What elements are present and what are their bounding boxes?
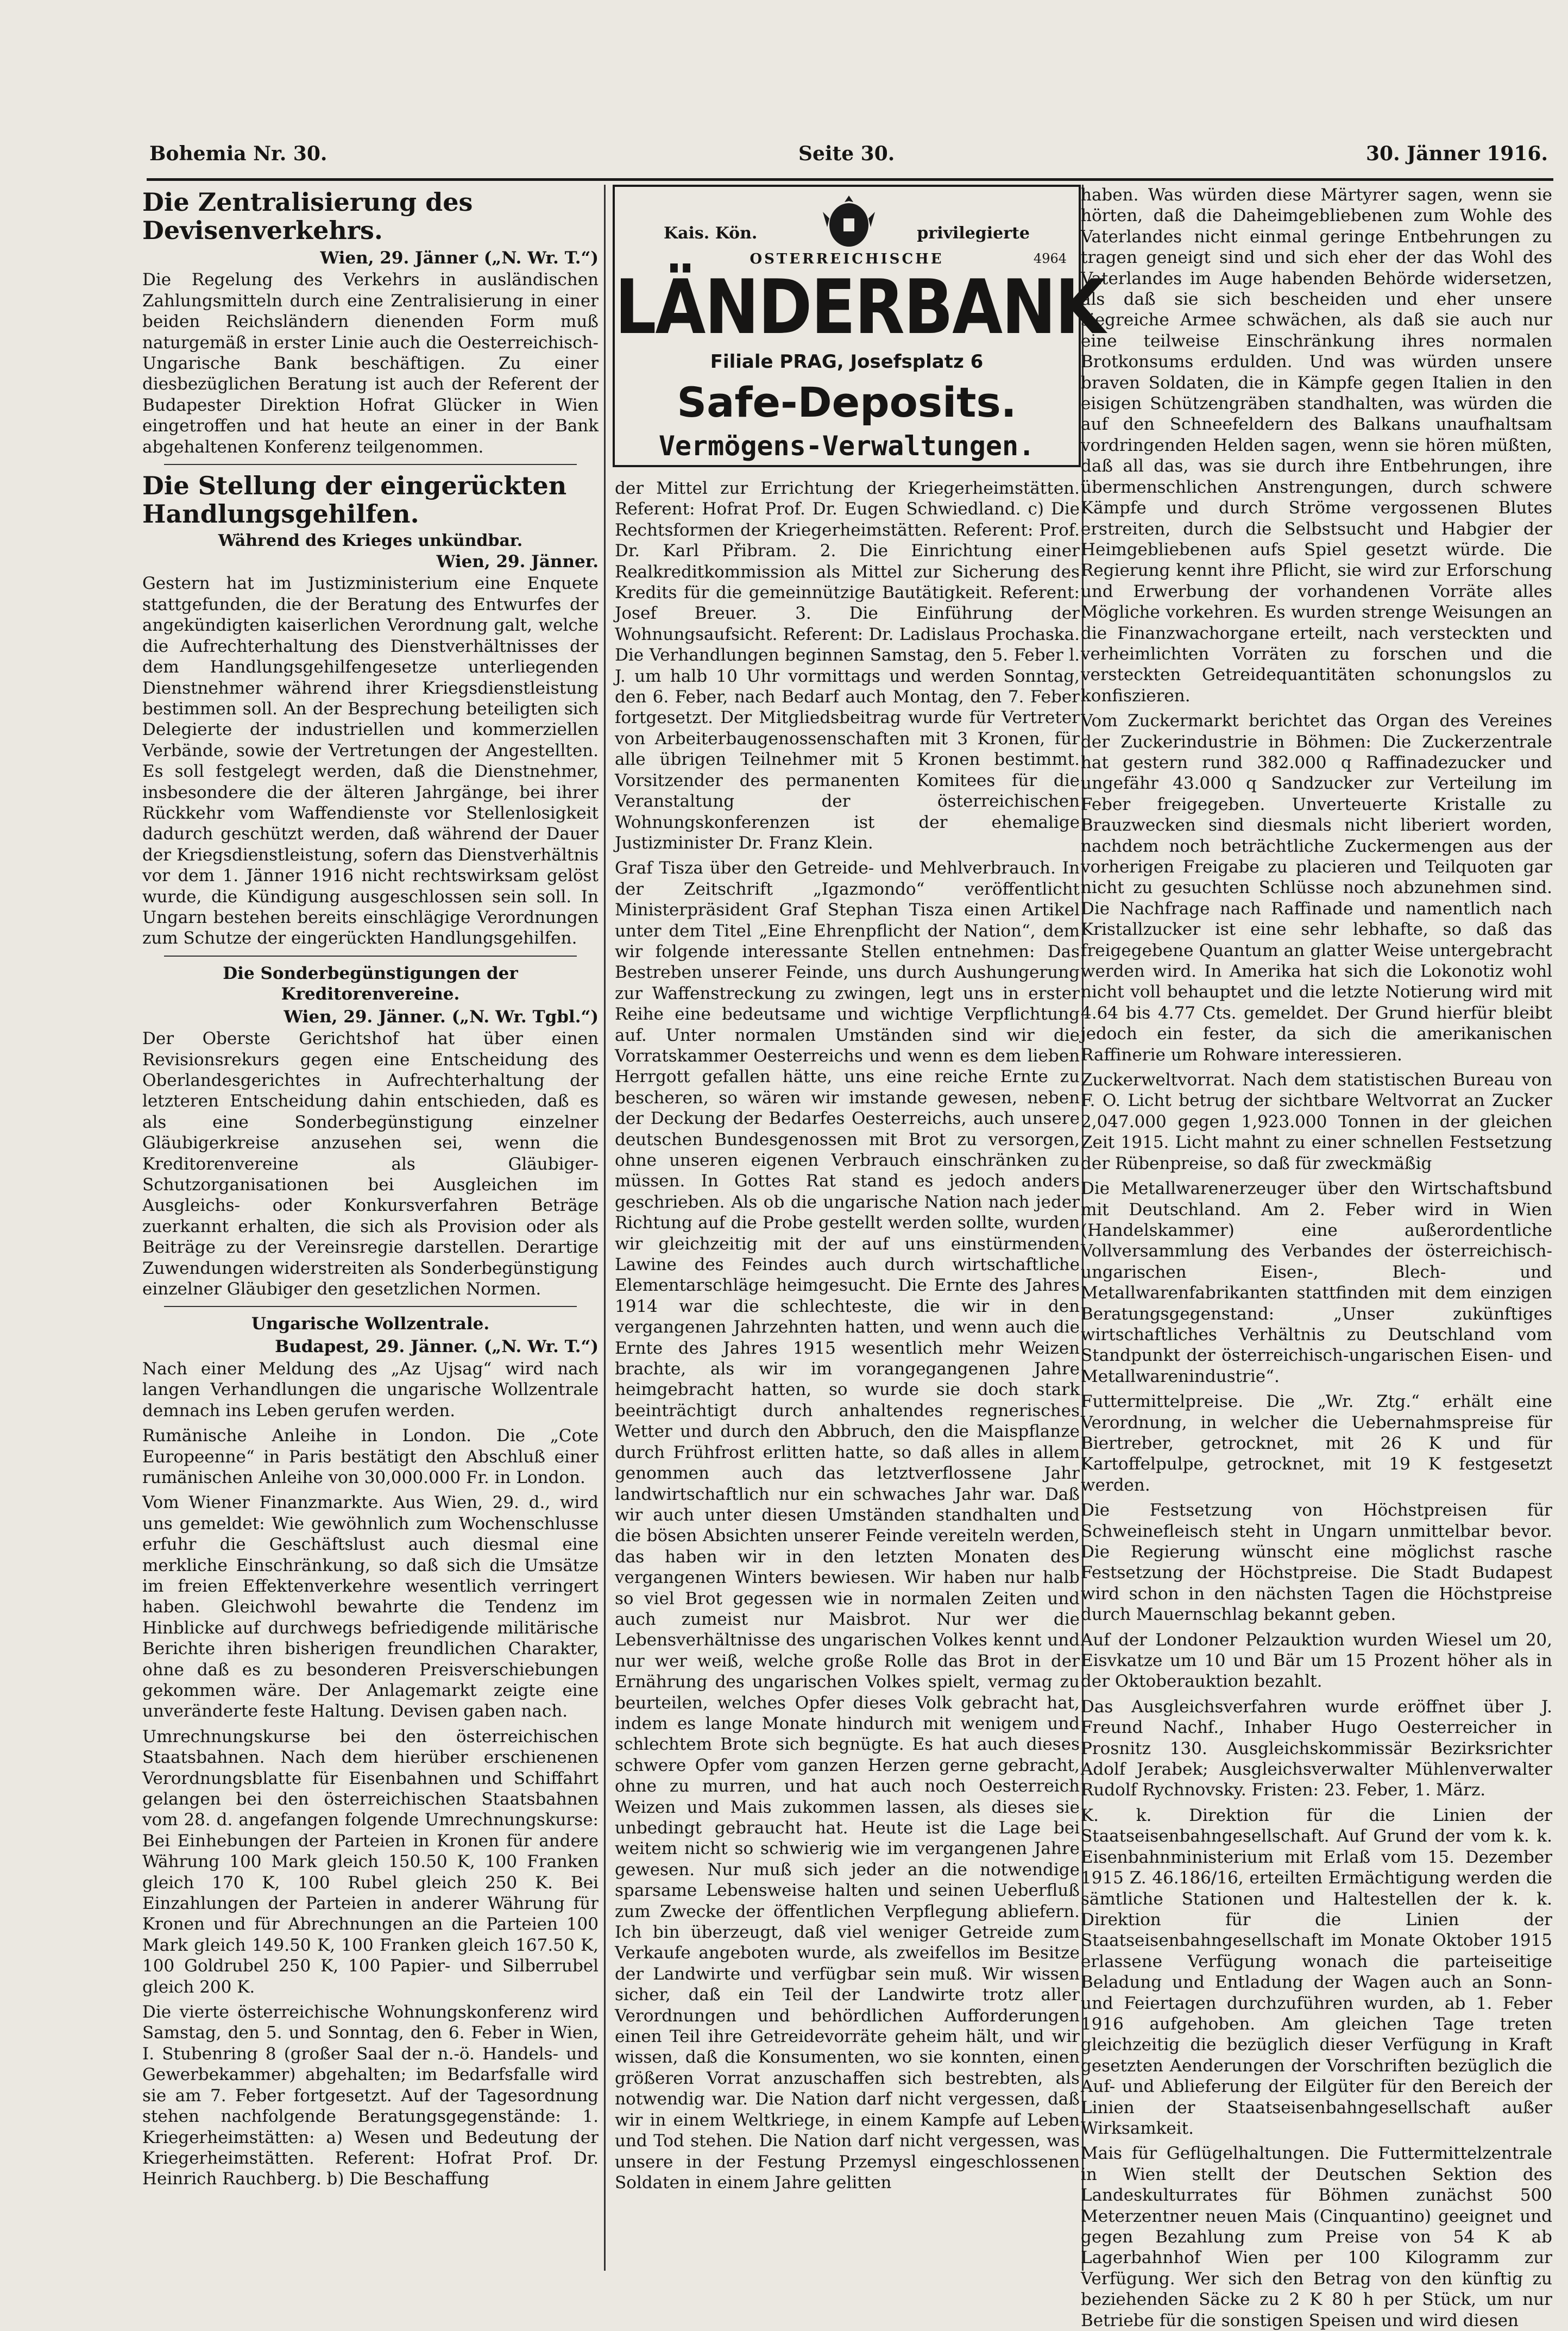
article-paragraph: Die Regelung des Verkehrs in ausländischen Zahlungsmitteln durch eine Zentralisierung in einer beiden Reichsländern dienenden Form muß naturgemäß in erster Linie auch die Oesterreichisch-Ungarische Bank beschäftigen. Zu einer diesbezüglichen Beratung ist auch der Referent der Budapester Direktion Hofrat Glücker in Wien eingetroffen und hat heute an einer in der Bank abgehaltenen Konferenz teilgenommen. bbox=[142, 270, 599, 457]
article-paragraph: Gestern hat im Justizministerium eine Enquete stattgefunden, die der Beratung des Entwurfes der angekündigten kaiserlichen Verordnung galt, welche die Aufrechterhaltung des Dienstverhältnisses der dem Handlungsgehilfengesetze unterliegenden Dienstnehmer während ihrer Kriegsdienstleistung bestimmen soll. An der Besprechung beteiligten sich Delegierte der industriellen und kommerziellen Verbände, sowie der Vertretungen der Angestellten. Es soll festgelegt werden, daß die Dienstnehmer, insbesondere die der älteren Jahrgänge, bei ihrer Rückkehr vom Waffendienste vor Stellenlosigkeit dadurch geschützt werden, daß während der Dauer der Kriegsdienstleistung, sofern das Dienstverhältnis vor dem 1. Jänner 1916 nicht rechtswirksam gelöst wurde, die Kündigung ausgeschlossen sein soll. In Ungarn bestehen bereits einschlägige Verordnungen zum Schutze der eingerückten Handlungsgehilfen. bbox=[142, 574, 599, 948]
ad-title-right: privilegierte bbox=[917, 224, 1030, 243]
article-paragraph: Das Ausgleichsverfahren wurde eröffnet über J. Freund Nachf., Inhaber Hugo Oesterreicher in Prosnitz 130. Ausgleichskommissär Bezirksrichter Adolf Jerabek; Ausgleichsverwalter Mühlenverwalter Rudolf Rychnovsky. Fristen: 23. Feber, 1. März. bbox=[1081, 1697, 1552, 1800]
ad-title-left: Kais. Kön. bbox=[664, 224, 758, 243]
article-paragraph: Rumänische Anleihe in London. Die „Cote Europeenne“ in Paris bestätigt den Abschluß einer rumänischen Anleihe von 30,000.000 Fr. in London. bbox=[142, 1426, 599, 1487]
separator bbox=[164, 956, 577, 957]
headline: Die Stellung der eingerückten Handlungsgehilfen. bbox=[142, 471, 567, 529]
article-paragraph: Futtermittelpreise. Die „Wr. Ztg.“ erhält eine Verordnung, in welcher die Uebernahmspreise für Biertreber, getrocknet, mit 26 K und für Kartoffelpulpe, getrocknet, mit 19 K festgesetzt werden. bbox=[1081, 1392, 1552, 1495]
article-paragraph: Graf Tisza über den Getreide- und Mehlverbrauch. In der Zeitschrift „Igazmondo“ veröffentlicht Ministerpräsident Graf Stephan Tisza einen Artikel unter dem Titel „Eine Ehrenpflicht der Nation“, dem wir folgende interessante Stellen entnehmen: Das Bestreben unserer Feinde, uns durch Aushungerung zur Waffenstreckung zu zwingen, legt uns in erster Reihe eine bedeutsame und wichtige Verpflichtung auf. Unter normalen Umständen sind wir die Vorratskammer Oesterreichs und wenn es dem lieben Herrgott gefallen hätte, uns eine reiche Ernte zu bescheren, so wären wir imstande gewesen, neben der Deckung der Bedarfes Oesterreichs, auch unsere deutschen Bundesgenossen mit Brot zu versorgen, ohne unseren eigenen Verbrauch einschränken zu müssen. In Gottes Rat stand es jedoch anders geschrieben. Als ob die ungarische Nation nach jeder Richtung auf die Probe gestellt werden sollte, wurden wir gleichzeitig mit der auf uns einstürmenden Lawine des Feindes auch durch wirtschaftliche Elementarschläge heimgesucht. Die Ernte des Jahres 1914 war die schlechteste, die wir in den vergangenen Jahrzehnten hatten, und wenn auch die Ernte des Jahres 1915 wesentlich mehr Weizen brachte, als wir im vorangegangenen Jahre heimgebracht hatten, so wurde sie doch stark beeinträchtigt durch anhaltendes regnerisches Wetter und durch den Abbruch, den die Maispflanze durch Frühfrost erlitten hatte, so daß alles in allem genommen auch das letztverflossene Jahr landwirtschaftlich nur ein schwaches Jahr war. Daß wir auch unter diesen Umständen standhalten und die bösen Absichten unserer Feinde vereiteln werden, das haben wir in den letzten Monaten des vergangenen Winters bewiesen. Wir haben nur halb so viel Brot gegessen wie in normalen Zeiten und auch zumeist nur Maisbrot. Nur wer die Lebensverhältnisse des ungarischen Volkes kennt und nur wer weiß, welche große Rolle das Brot in der Ernährung des ungarischen Volkes spielt, vermag zu beurteilen, welches Opfer dieses Volk gebracht hat, indem es lange Monate hindurch mit wenigem und schlechtem Brote sich begnügte. Es hat auch dieses schwere Opfer vom ganzen Herzen gerne gebracht, ohne zu murren, und hat auch noch Oesterreich Weizen und Mais zukommen lassen, als dieses sie unbedingt gebraucht hat. Heute ist die Lage bei weitem nicht so schwierig wie im vergangenen Jahre gewesen. Nur muß sich jeder an die notwendige sparsame Lebensweise halten und seinen Ueberfluß zum Zwecke der öffentlichen Verpflegung abliefern. Ich bin überzeugt, daß viel weniger Getreide zum Verkaufe angeboten wurde, als zweifellos im Besitze der Landwirte und verfügbar sein muß. Wir wissen sicher, daß ein Teil der Landwirte trotz aller Verordnungen und behördlichen Aufforderungen einen Teil ihre Getreidevorräte geheim hält, und wir wissen, daß die Konsumenten, wo sie konnten, einen größeren Vorrat anzuschaffen sich bestrebten, als notwendig war. Die Nation darf nicht vergessen, daß wir in einem Weltkriege, in einem Kampfe auf Leben und Tod stehen. Die Nation darf nicht vergessen, was unsere in der Festung Przemysl eingeschlossenen Soldaten in einem Jahre gelitten bbox=[615, 858, 1080, 2192]
separator bbox=[164, 1306, 577, 1307]
subheadline: Während des Krieges unkündbar. bbox=[218, 531, 523, 551]
header-publication: Bohemia Nr. 30. bbox=[149, 142, 328, 165]
article-paragraph: Vom Zuckermarkt berichtet das Organ des Vereines der Zuckerindustrie in Böhmen: Die Zuckerzentrale hat gestern rund 382.000 q Raffinadezucker und ungefähr 43.000 q Sandzucker zur Verteilung im Feber freigegeben. Unverteuerte Kristalle zu Brauzwecken sind diesmals nicht liberiert worden, nachdem noch beträchtliche Zuckermengen aus der vorherigen Freigabe zu placieren und Teilquoten gar nicht zu gesuchten Schlüsse noch abzunehmen sind. Die Nachfrage nach Raffinade und namentlich nach Kristallzucker ist eine sehr lebhafte, so daß das freigegebene Quantum an glatter Weise untergebracht werden wird. In Amerika hat sich die Lokonotiz wohl nicht voll behauptet und die letzte Notierung wird mit 4.64 bis 4.77 Cts. gemeldet. Der Grund hierfür bleibt jedoch ein fester, da sich die amerikanischen Raffinerie um Rohware interessieren. bbox=[1081, 711, 1552, 1065]
article-paragraph: Die Metallwarenerzeuger über den Wirtschaftsbund mit Deutschland. Am 2. Feber wird in Wien (Handelskammer) eine außerordentliche Vollversammlung des Verbandes der österreichisch-ungarischen Eisen-, Blech- und Metallwarenfabrikanten stattfinden mit dem einzigen Beratungsgegenstand: „Unser zukünftiges wirtschaftliches Verhältnis zu Deutschland vom Standpunkt der österreichisch-ungarischen Eisen- und Metallwarenindustrie“. bbox=[1081, 1179, 1552, 1386]
separator bbox=[164, 464, 577, 465]
article-paragraph: Nach einer Meldung des „Az Ujsag“ wird nach langen Verhandlungen die ungarische Wollzentrale demnach ins Leben gerufen werden. bbox=[142, 1359, 599, 1421]
article-paragraph: der Mittel zur Errichtung der Kriegerheimstätten. Referent: Hofrat Prof. Dr. Eugen Schwiedland. c) Die Rechtsformen der Kriegerheimstätten. Referent: Prof. Dr. Karl Přibram. 2. Die Einrichtung einer Realkreditkommission als Mittel zur Sicherung des Kredits für die gemeinnützige Bautätigkeit. Referent: Josef Breuer. 3. Die Einführung der Wohnungsaufsicht. Referent: Dr. Ladislaus Prochaska. Die Verhandlungen beginnen Samstag, den 5. Feber l. J. um halb 10 Uhr vormittags und werden Sonntag, den 6. Feber, nach Bedarf auch Montag, den 7. Feber fortgesetzt. Der Mitgliedsbeitrag wurde für Vertreter von Arbeiterbaugenossenschaften mit 3 Kronen, für alle übrigen Teilnehmer mit 5 Kronen bestimmt. Vorsitzender des permanenten Komitees für die Veranstaltung der österreichischen Wohnungskonferenzen ist der ehemalige Justizminister Dr. Franz Klein. bbox=[615, 479, 1080, 853]
article-paragraph: Umrechnungskurse bei den österreichischen Staatsbahnen. Nach dem hierüber erschienenen Verordnungsblatte für Eisenbahnen und Schiffahrt gelangen bei den österreichischen Staatsbahnen vom 28. d. angefangen folgende Umrechnungskurse: Bei Einhebungen der Parteien in Kronen für andere Währung 100 Mark gleich 150.50 K, 100 Franken gleich 170 K, 100 Rubel gleich 250 K. Bei Einzahlungen der Parteien in anderer Währung für Kronen und für Abrechnungen an die Parteien 100 Mark gleich 149.50 K, 100 Franken gleich 167.50 K, 100 Goldrubel 250 K, 100 Papier- und Silberrubel gleich 200 K. bbox=[142, 1726, 599, 1997]
ad-bank-name: LÄNDERBANK bbox=[615, 264, 1105, 351]
header-page-number: Seite 30. bbox=[798, 142, 895, 165]
article-paragraph: Zuckerweltvorrat. Nach dem statistischen Bureau von F. O. Licht betrug der sichtbare Weltvorrat an Zucker 2,047.000 gegen 1,923.000 Tonnen in der gleichen Zeit 1915. Licht mahnt zu einer schnellen Festsetzung der Rübenpreise, so daß für zweckmäßig bbox=[1081, 1070, 1552, 1173]
ad-subtitle: OSTERREICHISCHE bbox=[750, 251, 944, 267]
headline: Ungarische Wollzentrale. bbox=[251, 1314, 490, 1334]
article-paragraph: Die Festsetzung von Höchstpreisen für Schweinefleisch steht in Ungarn unmittelbar bevor. Die Regierung wünscht eine möglichst rasche Festsetzung der Höchstpreise. Die Stadt Budapest wird schon in den nächsten Tagen die Höchstpreise durch Mauernschlag bekannt geben. bbox=[1081, 1500, 1552, 1625]
bank-advertisement bbox=[613, 185, 1105, 467]
headline: Die Sonderbegünstigungen der Kreditorenvereine. bbox=[223, 963, 518, 1004]
column-1 bbox=[142, 185, 599, 2271]
dateline: Wien, 29. Jänner. bbox=[436, 552, 599, 572]
dateline: Wien, 29. Jänner („N. Wr. T.“) bbox=[320, 248, 599, 268]
column-2 bbox=[615, 478, 1080, 2271]
article-paragraph: Mais für Geflügelhaltungen. Die Futtermittelzentrale in Wien stellt der Deutschen Sektion des Landeskulturrates für Böhmen zunächst 500 Meterzentner neuen Mais (Cinquantino) geeignet und gegen Bezahlung zum Preise von 54 K ab Lagerbahnhof Wien per 100 Kilogramm zur Verfügung. Wer sich den Betrag von den künftig zu beziehenden Säcke zu 2 K 80 h per Stück, um nur Betriebe für die sonstigen Speisen und wird diesen bbox=[1081, 2144, 1552, 2330]
article-paragraph: haben. Was würden diese Märtyrer sagen, wenn sie hörten, daß die Daheimgebliebenen zum Wohle des Vaterlandes nicht einmal geringe Entbehrungen zu tragen geneigt sind und sich eher der das Wohl des Vaterlandes im Auge habenden Behörde widersetzen, als daß sie sich bescheiden und eher unsere siegreiche Armee schwächen, als daß sie auch nur eine teilweise Einschränkung ihres normalen Brotkonsums erdulden. Und was würden unsere braven Soldaten, die in Kämpfe gegen Italien in den eisigen Schützengräben standhalten, was würden die auf den Schneefeldern des Balkans unaufhaltsam vordringenden Helden sagen, wenn sie hören müßten, daß all das, was sie durch ihre Entbehrungen, ihre übermenschlichen Anstrengungen, durch schwere Kämpfe und durch Ströme vergossenen Blutes erstreiten, durch die Selbstsucht und Habgier der Heimgebliebenen aufs Spiel gesetzt würde. Die Regierung kennt ihre Pflicht, sie wird zur Erforschung und Erwerbung der vorhandenen Vorräte alles Mögliche vorkehren. Es wurden strenge Weisungen an die Finanzwachorgane erteilt, nach versteckten und verheimlichten Vorräten zu forschen und die versteckten Getreidequantitäten schonungslos zu konfiszieren. bbox=[1081, 185, 1552, 706]
ad-number: 4964 bbox=[1033, 251, 1067, 266]
column-divider bbox=[604, 185, 606, 2271]
header-date: 30. Jänner 1916. bbox=[1365, 142, 1548, 165]
ad-service: Safe-Deposits. bbox=[677, 378, 1017, 426]
headline: Die Zentralisierung des Devisenverkehrs. bbox=[142, 187, 473, 245]
ad-branch: Filiale PRAG, Josefsplatz 6 bbox=[710, 351, 984, 373]
ad-service: Vermögens-Verwaltungen. bbox=[658, 430, 1035, 462]
column-3 bbox=[1081, 185, 1552, 2330]
dateline: Wien, 29. Jänner. („N. Wr. Tgbl.“) bbox=[284, 1007, 599, 1027]
eagle-emblem-icon bbox=[822, 191, 876, 251]
header-rule bbox=[147, 178, 1553, 181]
article-paragraph: Auf der Londoner Pelzauktion wurden Wiesel um 20, Eisvkatze um 10 und Bär um 15 Prozent höher als in der Oktoberauktion bezahlt. bbox=[1081, 1630, 1552, 1692]
article-paragraph: Der Oberste Gerichtshof hat über einen Revisionsrekurs gegen eine Entscheidung des Oberlandesgerichtes in Aufrechterhaltung der letzteren Entscheidung dahin entschieden, daß es als eine Sonderbegünstigung einzelner Gläubigerkreise anzusehen sei, wenn die Kreditorenvereine als Gläubiger-Schutzorganisationen bei Ausgleichen im Ausgleichs- oder Konkursverfahren Beträge zuerkannt erhalten, die sich als Provision oder als Beiträge zu der Vereinsregie darstellen. Derartige Zuwendungen widerstreiten als Sonderbegünstigung einzelner Gläubiger den gesetzlichen Normen. bbox=[142, 1029, 599, 1299]
article-paragraph: Vom Wiener Finanzmarkte. Aus Wien, 29. d., wird uns gemeldet: Wie gewöhnlich zum Wochenschlusse erfuhr die Geschäftslust auch diesmal eine merkliche Einschränkung, so daß sich die Umsätze im freien Effektenverkehre wesentlich verringert haben. Gleichwohl bewahrte die Tendenz im Hinblicke auf durchwegs befriedigende militärische Berichte ihren bisherigen freundlichen Charakter, ohne daß es zu besonderen Preisverschiebungen gekommen wäre. Der Anlagemarkt zeigte eine unveränderte feste Haltung. Devisen gaben nach. bbox=[142, 1493, 599, 1721]
page-header bbox=[149, 142, 1548, 175]
article-paragraph: K. k. Direktion für die Linien der Staatseisenbahngesellschaft. Auf Grund der vom k. k. Eisenbahnministerium mit Erlaß vom 15. Dezember 1915 Z. 46.186/16, erteilten Ermächtigung werden die sämtliche Stationen und Haltestellen der k. k. Direktion für die Linien der Staatseisenbahngesellschaft im Monate Oktober 1915 erlassene Verfügung wonach die parteiseitige Beladung und Entladung der Wagen auch an Sonn- und Feiertagen durchzuführen wurden, ab 1. Feber 1916 aufgehoben. Am gleichen Tage treten gleichzeitig die bezüglich dieser Verfügung in Kraft gesetzten Aenderungen der Vorschriften bezüglich die Auf- und Ablieferung der Eilgüter für den Bereich der Linien der Staatseisenbahngesellschaft außer Wirksamkeit. bbox=[1081, 1805, 1552, 2138]
dateline: Budapest, 29. Jänner. („N. Wr. T.“) bbox=[275, 1337, 599, 1357]
article-paragraph: Die vierte österreichische Wohnungskonferenz wird Samstag, den 5. und Sonntag, den 6. Feber in Wien, I. Stubenring 8 (großer Saal der n.-ö. Handels- und Gewerbekammer) abgehalten; im Bedarfsfalle wird sie am 7. Feber fortgesetzt. Auf der Tagesordnung stehen nachfolgende Beratungsgegenstände: 1. Kriegerheimstätten: a) Wesen und Bedeutung der Kriegerheimstätten. Referent: Hofrat Prof. Dr. Heinrich Rauchberg. b) Die Beschaffung bbox=[142, 2002, 599, 2189]
